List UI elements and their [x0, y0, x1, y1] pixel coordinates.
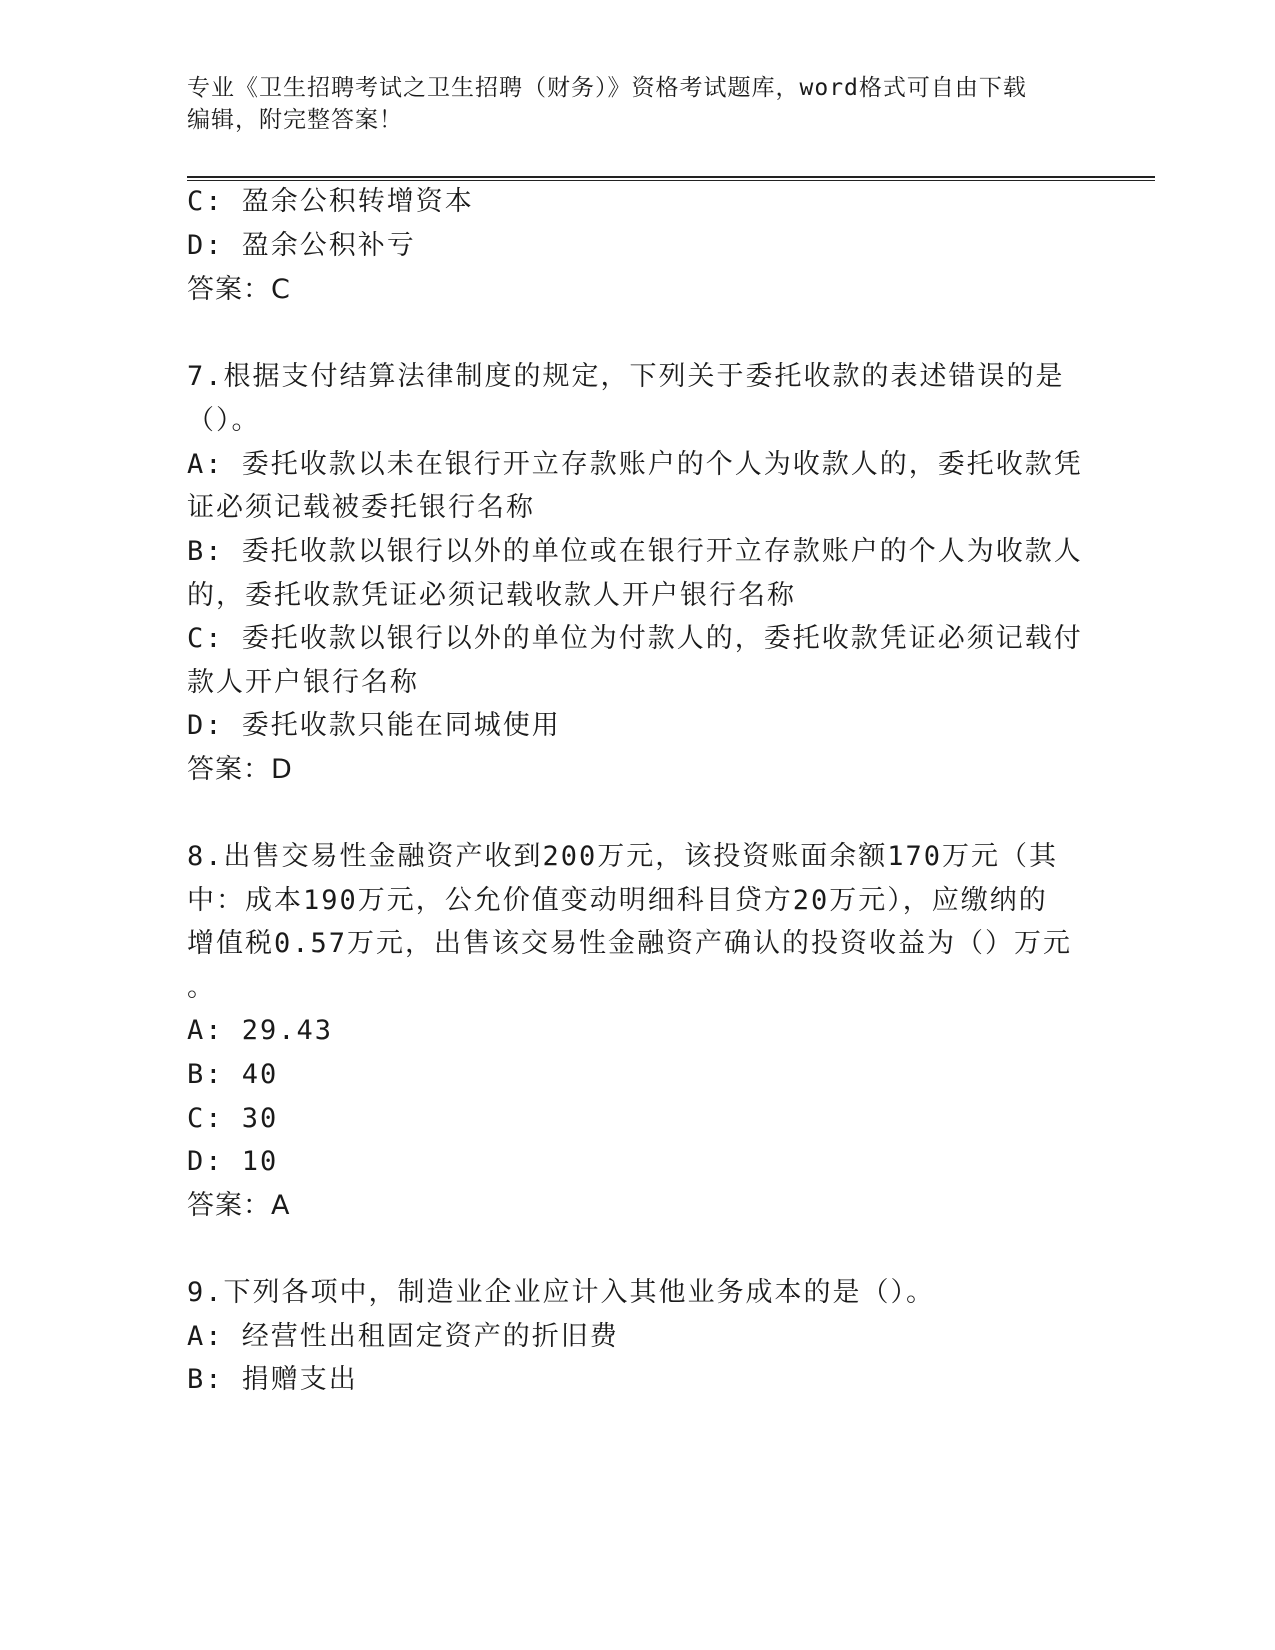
q6-option-c: C: 盈余公积转增资本 — [187, 186, 474, 217]
q9-stem: 9.下列各项中，制造业企业应计入其他业务成本的是（）。 — [187, 1277, 936, 1308]
header-line-2: 编辑，附完整答案！ — [187, 107, 403, 133]
document-header — [187, 72, 1067, 136]
q8-option-d: D: 10 — [187, 1146, 279, 1177]
q8-stem-line-1: 8.出售交易性金融资产收到200万元，该投资账面余额170万元（其 — [187, 841, 1059, 872]
q7-option-a-line-2: 证必须记载被委托银行名称 — [187, 492, 535, 523]
q7-stem-line-2: （）。 — [187, 405, 261, 436]
q7-answer: 答案：D — [187, 754, 293, 785]
header-divider — [187, 176, 1155, 181]
q8-stem-line-3: 增值税0.57万元，出售该交易性金融资产确认的投资收益为（）万元 — [187, 928, 1073, 959]
q7-option-b-line-2: 的，委托收款凭证必须记载收款人开户银行名称 — [187, 580, 796, 611]
q9-option-a: A: 经营性出租固定资产的折旧费 — [187, 1321, 619, 1352]
q8-stem-line-2: 中：成本190万元，公允价值变动明细科目贷方20万元），应缴纳的 — [187, 885, 1048, 916]
q7-option-a-line-1: A: 委托收款以未在银行开立存款账户的个人为收款人的，委托收款凭 — [187, 449, 1083, 480]
q7-option-c-line-1: C: 委托收款以银行以外的单位为付款人的，委托收款凭证必须记载付 — [187, 623, 1083, 654]
q7-option-c-line-2: 款人开户银行名称 — [187, 667, 419, 698]
q7-option-b-line-1: B: 委托收款以银行以外的单位或在银行开立存款账户的个人为收款人 — [187, 536, 1083, 567]
q7-stem-line-1: 7.根据支付结算法律制度的规定，下列关于委托收款的表述错误的是 — [187, 361, 1065, 392]
q7-option-d: D: 委托收款只能在同城使用 — [187, 710, 561, 741]
q8-option-b: B: 40 — [187, 1059, 279, 1090]
header-line-1: 专业《卫生招聘考试之卫生招聘（财务）》资格考试题库，word格式可自由下载 — [187, 75, 1027, 101]
q9-option-b: B: 捐赠支出 — [187, 1364, 358, 1395]
q8-option-c: C: 30 — [187, 1103, 279, 1134]
q8-answer: 答案：A — [187, 1190, 291, 1221]
q8-option-a: A: 29.43 — [187, 1015, 334, 1046]
q6-option-d: D: 盈余公积补亏 — [187, 230, 416, 261]
q6-answer: 答案：C — [187, 274, 291, 305]
q8-stem-line-4: 。 — [187, 972, 216, 1003]
